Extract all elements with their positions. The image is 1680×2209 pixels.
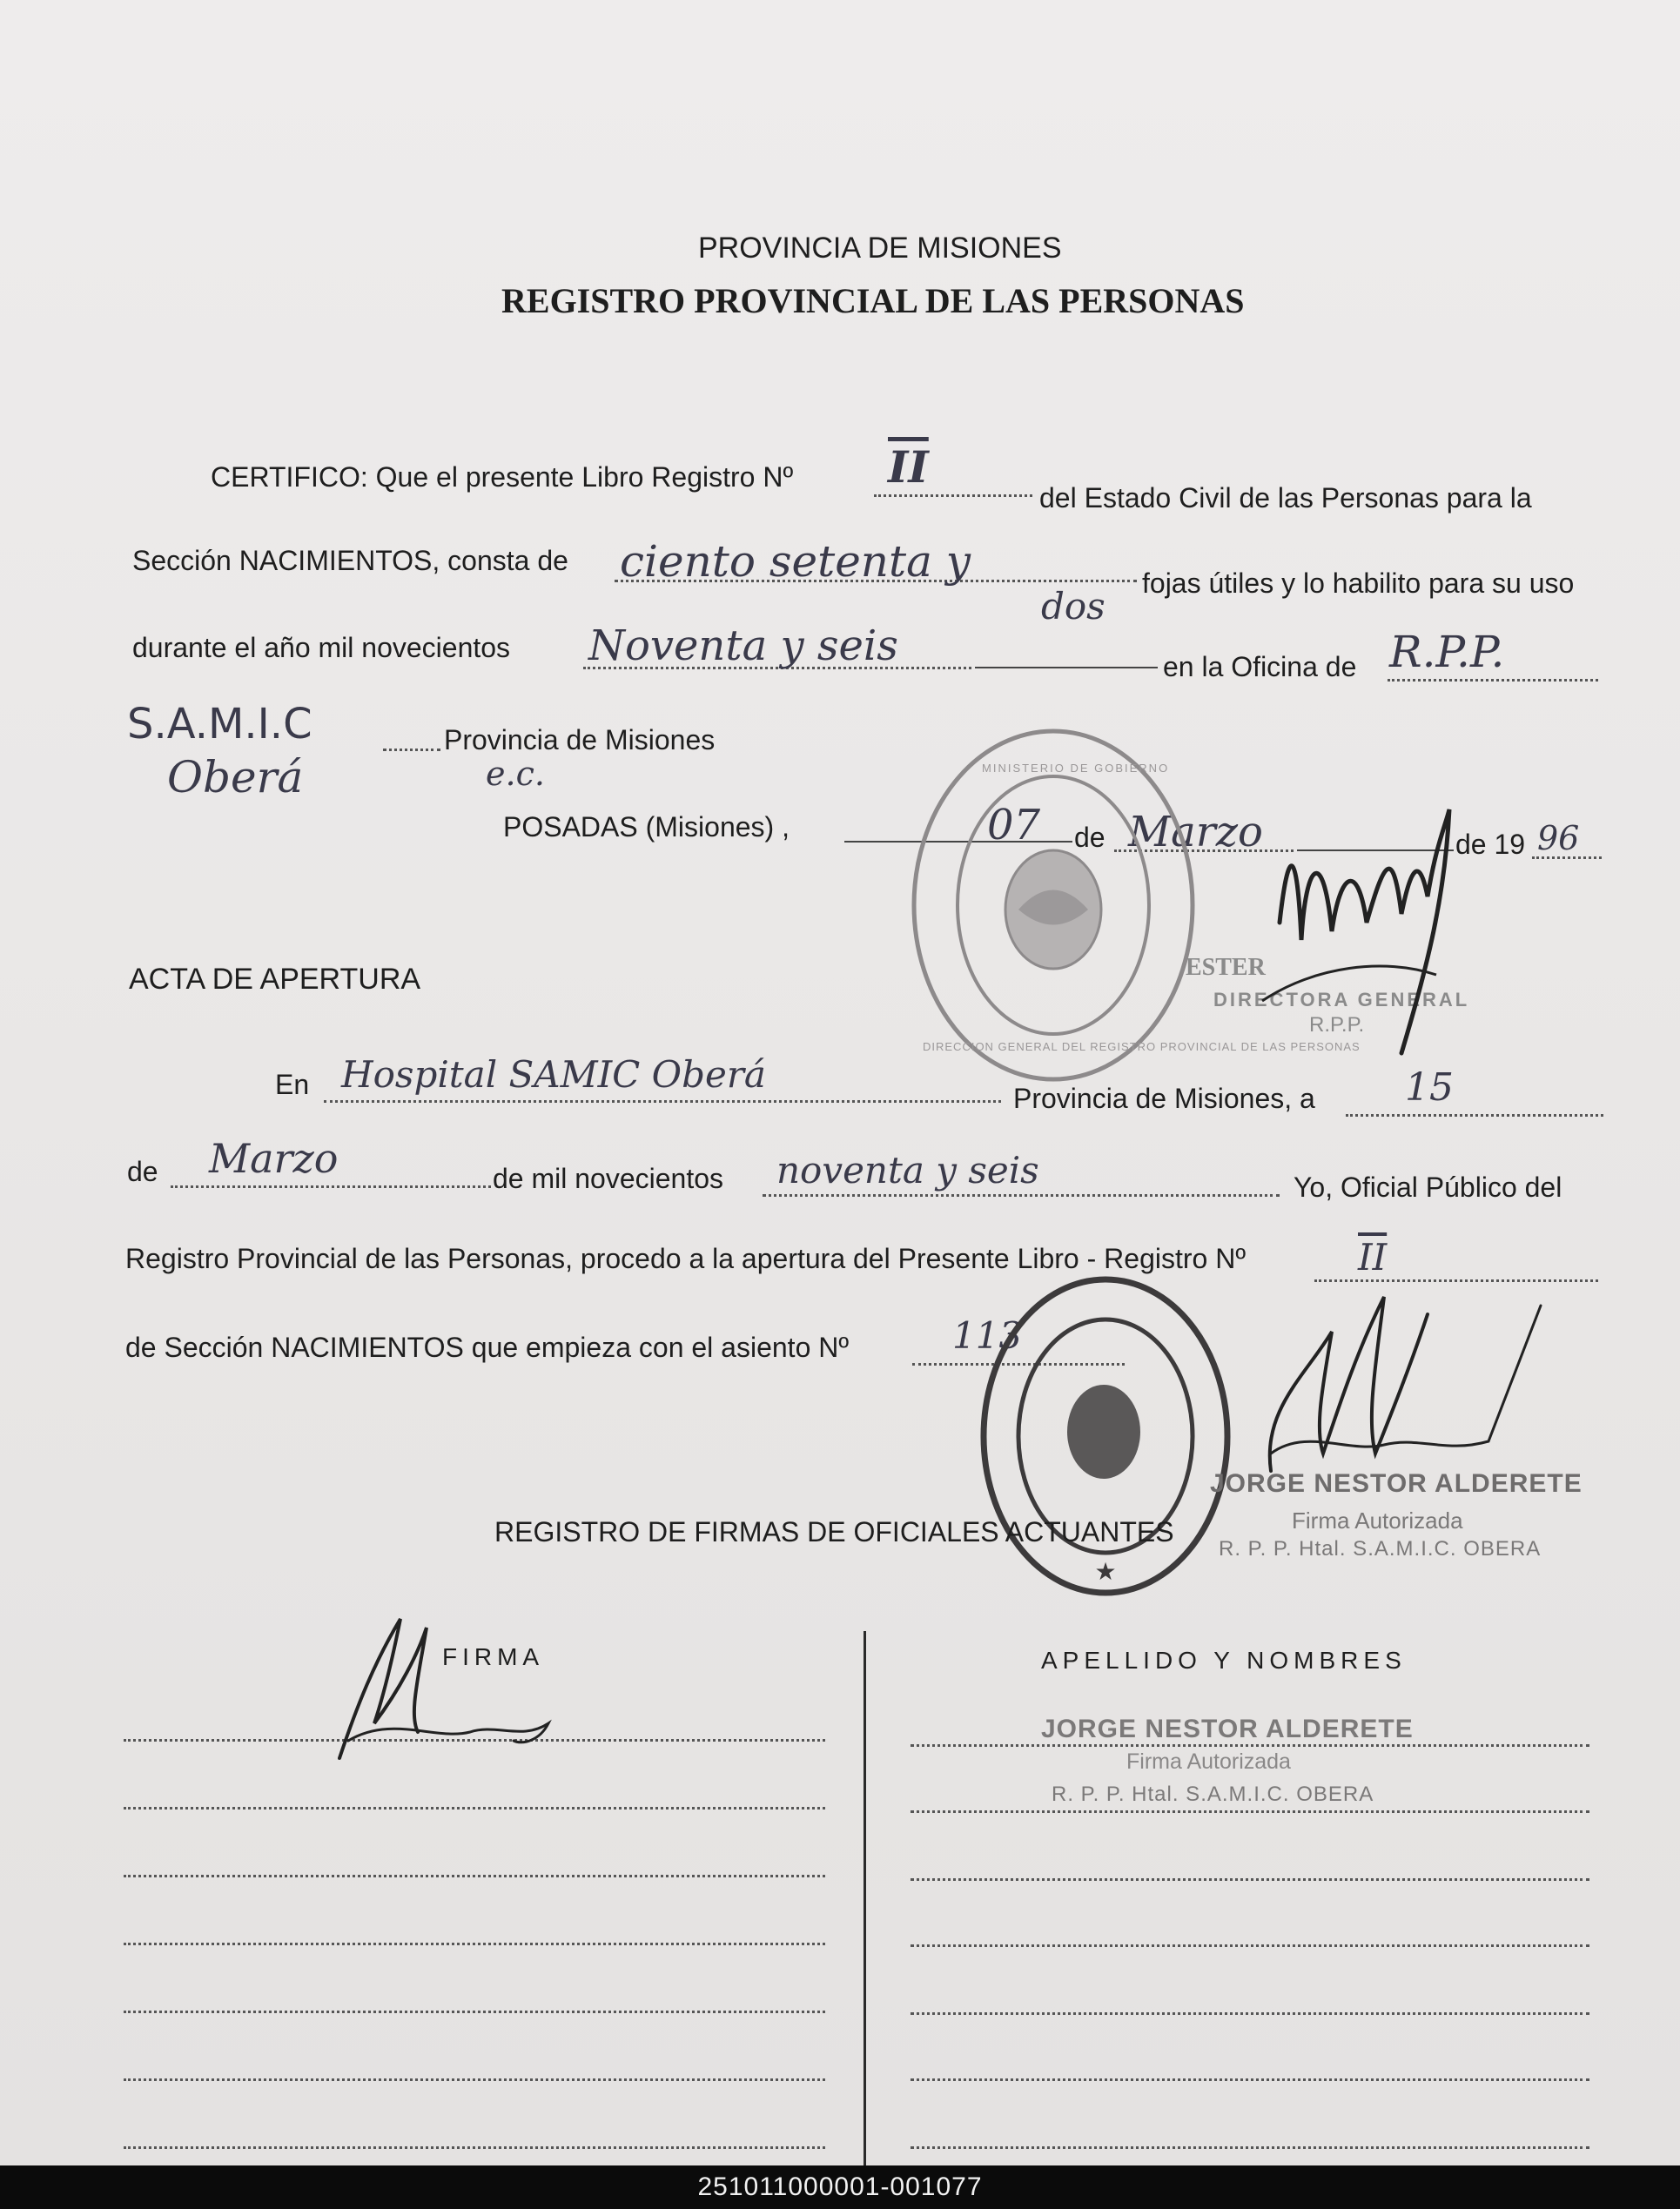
apellido-line xyxy=(911,1744,1589,1747)
entry-role: Firma Autorizada xyxy=(1126,1749,1291,1774)
firmas-col-apellido: APELLIDO Y NOMBRES xyxy=(1041,1647,1407,1674)
acta-en-label: En xyxy=(275,1069,310,1100)
oficina-hand-2: S.A.M.I.C xyxy=(127,700,312,749)
posadas-label: POSADAS (Misiones) , xyxy=(503,811,790,843)
acta-provincia-label: Provincia de Misiones, a xyxy=(1013,1083,1315,1114)
registry-heading: REGISTRO PROVINCIAL DE LAS PERSONAS xyxy=(501,281,1245,320)
apellido-line xyxy=(911,2146,1589,2149)
certifico-line4-label: Provincia de Misiones xyxy=(444,724,716,755)
alderete-stamp-role: Firma Autorizada xyxy=(1292,1507,1463,1534)
firmas-divider xyxy=(864,1631,866,2165)
fojas-hand-2: dos xyxy=(1041,585,1105,628)
registry-seal-lower xyxy=(975,1271,1236,1601)
alderete-stamp-org: R. P. P. Htal. S.A.M.I.C. OBERA xyxy=(1219,1537,1542,1561)
posadas-month-hand: Marzo xyxy=(1128,808,1263,856)
acta-lugar-line xyxy=(324,1100,1001,1103)
acta-mes-hand: Marzo xyxy=(209,1135,339,1182)
firmas-col-firma: FIRMA xyxy=(442,1643,545,1670)
posadas-year-label: de 19 xyxy=(1455,829,1526,860)
oficina-line-2 xyxy=(383,749,440,751)
firma-signature xyxy=(322,1610,566,1767)
province-heading: PROVINCIA DE MISIONES xyxy=(698,232,1062,265)
libro-number-line xyxy=(874,494,1032,497)
certifico-line1-end: del Estado Civil de las Personas para la xyxy=(1039,482,1532,514)
certifico-line1-label: CERTIFICO: Que el presente Libro Registro Nº xyxy=(211,461,794,493)
certifico-line3-label: durante el año mil novecientos xyxy=(132,632,511,663)
alderete-stamp-name: JORGE NESTOR ALDERETE xyxy=(1210,1469,1583,1498)
apellido-line xyxy=(911,2078,1589,2081)
firma-line xyxy=(124,2011,825,2013)
certifico-line2-label: Sección NACIMIENTOS, consta de xyxy=(132,545,568,576)
acta-mes-line xyxy=(171,1185,491,1188)
director-stamp-name: ESTER xyxy=(1186,954,1266,981)
certifico-line3-end: en la Oficina de xyxy=(1163,651,1357,682)
acta-line4: de Sección NACIMIENTOS que empieza con el asiento Nº xyxy=(125,1332,850,1363)
acta-anio-line xyxy=(763,1194,1280,1197)
apellido-line xyxy=(911,2012,1589,2015)
acta-anio-hand: noventa y seis xyxy=(776,1149,1039,1192)
oficina-hand-4: e.c. xyxy=(486,755,545,793)
apellido-line xyxy=(911,1878,1589,1881)
posadas-year-hand: 96 xyxy=(1537,819,1580,857)
svg-text:★: ★ xyxy=(1094,1557,1117,1586)
oficina-hand-3: Oberá xyxy=(167,752,304,802)
posadas-day-hand: 07 xyxy=(987,801,1041,849)
entry-org: R. P. P. Htal. S.A.M.I.C. OBERA xyxy=(1052,1783,1374,1806)
anio-line-solid xyxy=(975,667,1158,668)
oficina-hand: R.P.P. xyxy=(1389,627,1505,677)
posadas-de-label: de xyxy=(1074,822,1105,853)
seal-upper-inner-text: MINISTERIO DE GOBIERNO xyxy=(982,762,1170,775)
acta-registro-hand: $\overline{II}$ xyxy=(1358,1236,1388,1279)
firma-line xyxy=(124,2146,825,2149)
acta-line3: Registro Provincial de las Personas, procedo a la apertura del Presente Libro - Registro Nº xyxy=(125,1243,1246,1274)
certifico-line2-end: fojas útiles y lo habilito para su uso xyxy=(1142,567,1575,599)
document-code: 251011000001-001077 xyxy=(697,2172,983,2201)
apellido-line xyxy=(911,1810,1589,1813)
acta-de-label: de xyxy=(127,1156,158,1187)
oficina-line xyxy=(1388,679,1598,682)
director-stamp-org: R.P.P. xyxy=(1309,1013,1365,1037)
director-stamp-title: DIRECTORA GENERAL xyxy=(1213,989,1470,1010)
firma-line xyxy=(124,1875,825,1877)
acta-dia-line xyxy=(1346,1114,1603,1117)
acta-yo-label: Yo, Oficial Público del xyxy=(1294,1172,1562,1203)
libro-number-hand: $\overline{II}$ xyxy=(888,441,929,493)
acta-asiento-hand: 113 xyxy=(952,1314,1023,1357)
seal-upper-ring-text: DIRECCION GENERAL DEL REGISTRO PROVINCIAL DE LAS PERSONAS xyxy=(923,1040,1361,1053)
apellido-line xyxy=(911,1944,1589,1947)
firma-line xyxy=(124,1943,825,1945)
firmas-title: REGISTRO DE FIRMAS DE OFICIALES ACTUANTES xyxy=(494,1516,1174,1548)
posadas-year-line xyxy=(1532,856,1602,859)
fojas-hand: ciento setenta y xyxy=(620,536,971,587)
acta-mil-label: de mil novecientos xyxy=(493,1163,724,1194)
acta-lugar-hand: Hospital SAMIC Oberá xyxy=(341,1053,766,1096)
firma-line xyxy=(124,2078,825,2081)
acta-title: ACTA DE APERTURA xyxy=(129,963,421,996)
registry-seal-upper xyxy=(905,722,1201,1088)
director-signature xyxy=(1262,792,1488,1071)
firma-line xyxy=(124,1807,825,1810)
anio-hand: Noventa y seis xyxy=(588,621,898,670)
acta-dia-hand: 15 xyxy=(1405,1065,1454,1110)
document-code-bar xyxy=(0,2165,1680,2209)
entry-name: JORGE NESTOR ALDERETE xyxy=(1041,1715,1414,1743)
